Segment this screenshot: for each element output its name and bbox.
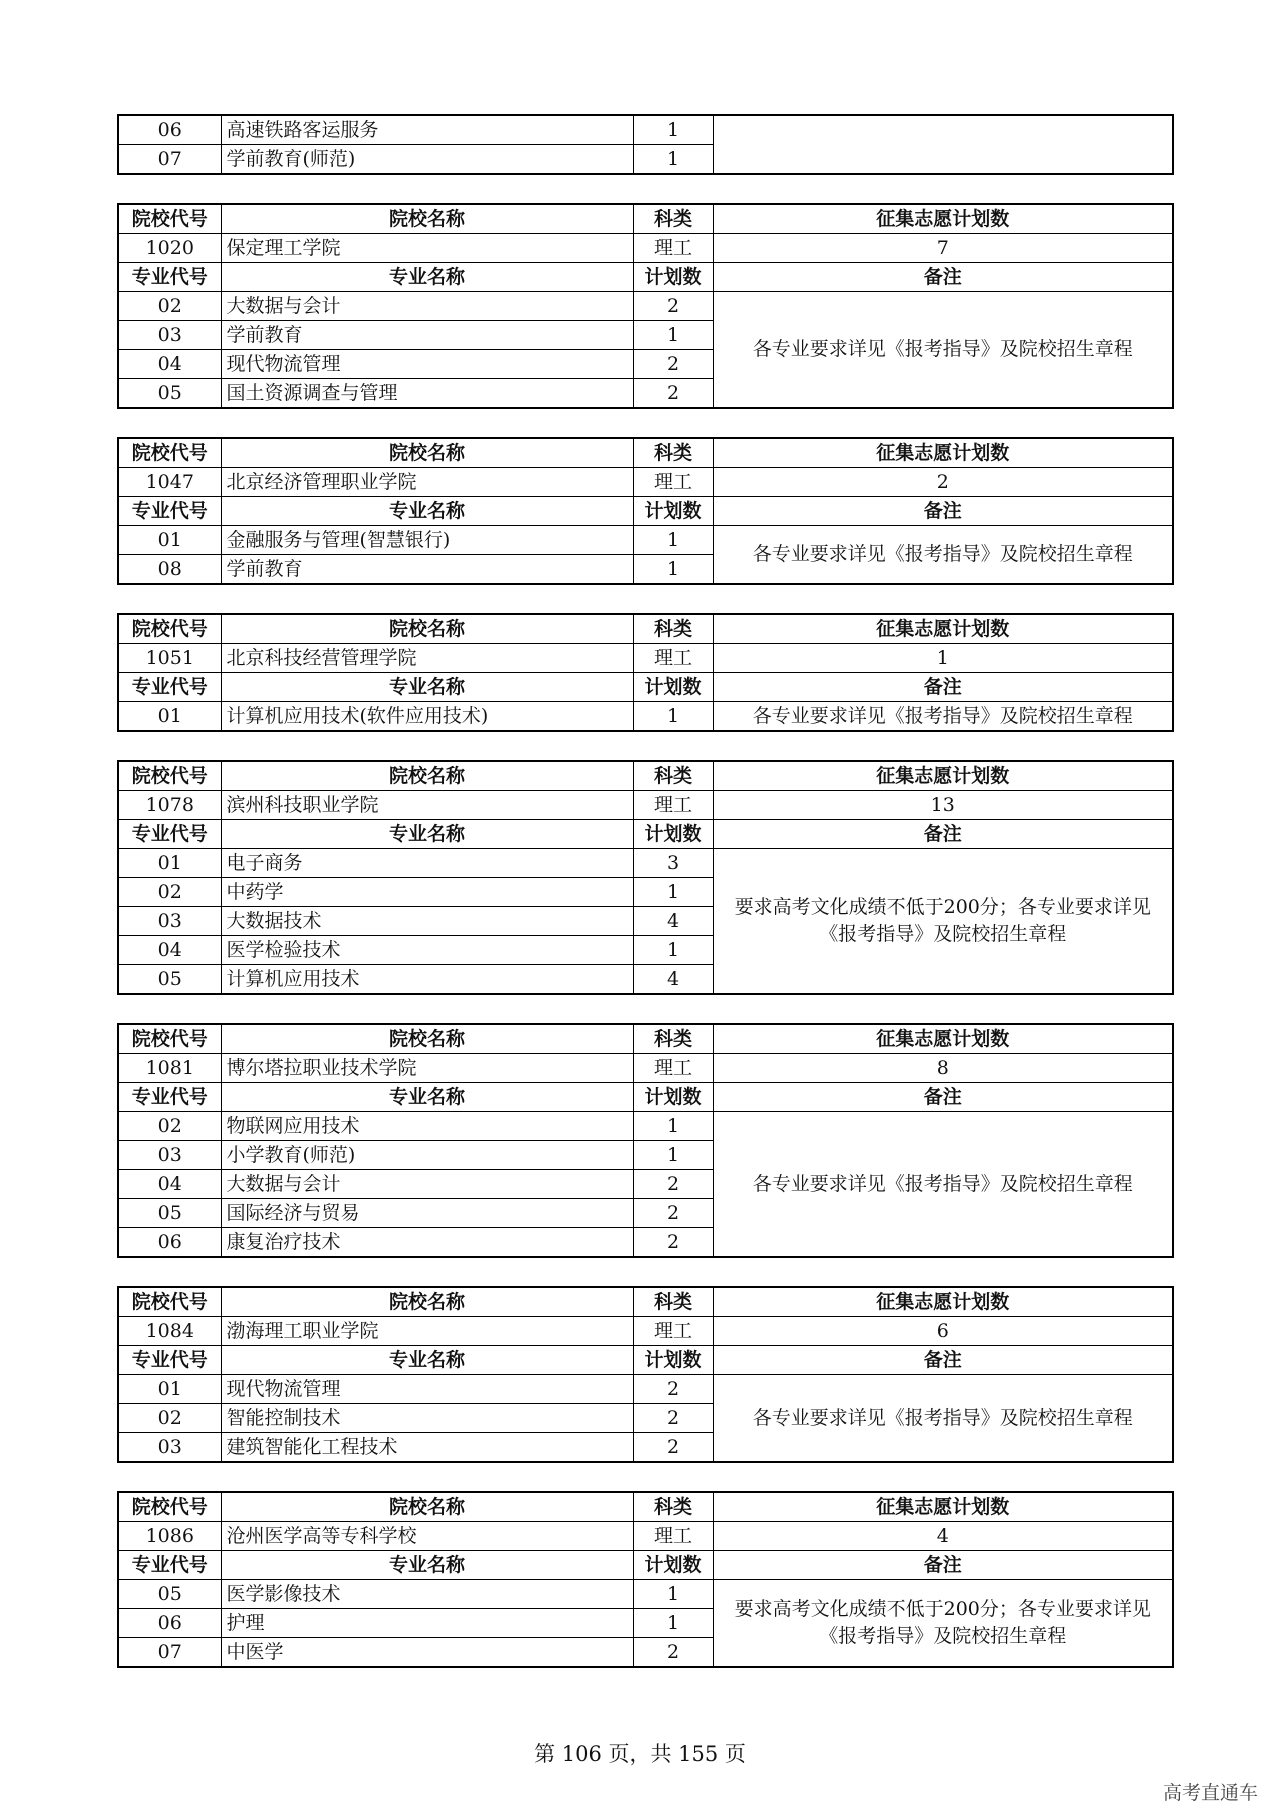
major-plan: 4 xyxy=(633,907,713,936)
major-name: 现代物流管理 xyxy=(221,1375,633,1404)
school-category: 理工 xyxy=(633,234,713,263)
major-code: 05 xyxy=(118,965,221,995)
school-plan: 4 xyxy=(713,1522,1173,1551)
header-school-code: 院校代号 xyxy=(118,1024,221,1054)
major-row xyxy=(118,1580,1173,1609)
continuation-table xyxy=(117,114,1174,175)
school-row xyxy=(118,1522,1173,1551)
school-name: 渤海理工职业学院 xyxy=(221,1317,633,1346)
header-category: 科类 xyxy=(633,1492,713,1522)
major-code: 01 xyxy=(118,526,221,555)
header-category: 科类 xyxy=(633,1287,713,1317)
major-plan: 3 xyxy=(633,849,713,878)
major-name: 现代物流管理 xyxy=(221,350,633,379)
major-row xyxy=(118,702,1173,732)
major-plan: 2 xyxy=(633,1433,713,1463)
header-major-plan: 计划数 xyxy=(633,1083,713,1112)
remark-cell: 各专业要求详见《报考指导》及院校招生章程 xyxy=(713,702,1173,732)
header-plan-count: 征集志愿计划数 xyxy=(713,761,1173,791)
major-row xyxy=(118,1112,1173,1141)
school-row xyxy=(118,234,1173,263)
major-plan: 1 xyxy=(633,115,713,145)
major-code: 02 xyxy=(118,1112,221,1141)
major-plan: 2 xyxy=(633,1228,713,1258)
major-name: 康复治疗技术 xyxy=(221,1228,633,1258)
major-code: 06 xyxy=(118,1609,221,1638)
school-category: 理工 xyxy=(633,644,713,673)
header-remark: 备注 xyxy=(713,497,1173,526)
header-category: 科类 xyxy=(633,761,713,791)
remark-cell xyxy=(713,115,1173,174)
header-major-plan: 计划数 xyxy=(633,497,713,526)
header-school-name: 院校名称 xyxy=(221,438,633,468)
major-plan: 4 xyxy=(633,965,713,995)
school-code: 1047 xyxy=(118,468,221,497)
major-plan: 2 xyxy=(633,292,713,321)
header-school-code: 院校代号 xyxy=(118,1287,221,1317)
major-plan: 2 xyxy=(633,1375,713,1404)
school-category: 理工 xyxy=(633,468,713,497)
header-school-code: 院校代号 xyxy=(118,614,221,644)
header-remark: 备注 xyxy=(713,1346,1173,1375)
major-name: 计算机应用技术(软件应用技术) xyxy=(221,702,633,732)
major-code: 04 xyxy=(118,350,221,379)
major-header-row xyxy=(118,1083,1173,1112)
header-major-name: 专业名称 xyxy=(221,1346,633,1375)
major-row xyxy=(118,849,1173,878)
school-plan: 8 xyxy=(713,1054,1173,1083)
major-name: 智能控制技术 xyxy=(221,1404,633,1433)
header-remark: 备注 xyxy=(713,263,1173,292)
remark-cell: 各专业要求详见《报考指导》及院校招生章程 xyxy=(713,1112,1173,1258)
school-category: 理工 xyxy=(633,791,713,820)
school-name: 保定理工学院 xyxy=(221,234,633,263)
major-row xyxy=(118,292,1173,321)
school-table xyxy=(117,1491,1174,1668)
major-code: 05 xyxy=(118,1580,221,1609)
major-name: 大数据与会计 xyxy=(221,1170,633,1199)
major-name: 国土资源调查与管理 xyxy=(221,379,633,409)
header-school-code: 院校代号 xyxy=(118,1492,221,1522)
major-code: 01 xyxy=(118,702,221,732)
major-plan: 2 xyxy=(633,1199,713,1228)
header-major-code: 专业代号 xyxy=(118,1346,221,1375)
major-code: 02 xyxy=(118,878,221,907)
school-table xyxy=(117,613,1174,732)
header-plan-count: 征集志愿计划数 xyxy=(713,438,1173,468)
school-code: 1078 xyxy=(118,791,221,820)
school-name: 博尔塔拉职业技术学院 xyxy=(221,1054,633,1083)
watermark: 高考直通车 xyxy=(1162,1782,1258,1804)
major-row xyxy=(118,1375,1173,1404)
header-major-name: 专业名称 xyxy=(221,497,633,526)
header-major-plan: 计划数 xyxy=(633,1346,713,1375)
major-name: 金融服务与管理(智慧银行) xyxy=(221,526,633,555)
header-major-name: 专业名称 xyxy=(221,1083,633,1112)
school-code: 1086 xyxy=(118,1522,221,1551)
major-name: 护理 xyxy=(221,1609,633,1638)
school-row xyxy=(118,1317,1173,1346)
header-school-name: 院校名称 xyxy=(221,1287,633,1317)
document-content xyxy=(117,114,1172,1696)
header-remark: 备注 xyxy=(713,820,1173,849)
header-plan-count: 征集志愿计划数 xyxy=(713,1024,1173,1054)
school-row xyxy=(118,468,1173,497)
major-name: 国际经济与贸易 xyxy=(221,1199,633,1228)
header-plan-count: 征集志愿计划数 xyxy=(713,1492,1173,1522)
major-name: 小学教育(师范) xyxy=(221,1141,633,1170)
header-major-code: 专业代号 xyxy=(118,263,221,292)
header-plan-count: 征集志愿计划数 xyxy=(713,204,1173,234)
major-code: 04 xyxy=(118,936,221,965)
major-name: 学前教育(师范) xyxy=(221,145,633,175)
major-name: 计算机应用技术 xyxy=(221,965,633,995)
school-category: 理工 xyxy=(633,1317,713,1346)
header-category: 科类 xyxy=(633,614,713,644)
major-code: 06 xyxy=(118,115,221,145)
major-code: 03 xyxy=(118,1141,221,1170)
header-school-name: 院校名称 xyxy=(221,1492,633,1522)
header-school-name: 院校名称 xyxy=(221,1024,633,1054)
header-plan-count: 征集志愿计划数 xyxy=(713,1287,1173,1317)
major-code: 03 xyxy=(118,907,221,936)
school-header-row xyxy=(118,1492,1173,1522)
major-code: 01 xyxy=(118,1375,221,1404)
header-major-code: 专业代号 xyxy=(118,1551,221,1580)
header-plan-count: 征集志愿计划数 xyxy=(713,614,1173,644)
remark-cell: 各专业要求详见《报考指导》及院校招生章程 xyxy=(713,1375,1173,1463)
school-table xyxy=(117,437,1174,585)
school-table xyxy=(117,1023,1174,1258)
school-name: 北京经济管理职业学院 xyxy=(221,468,633,497)
major-plan: 1 xyxy=(633,1580,713,1609)
major-plan: 1 xyxy=(633,936,713,965)
school-table xyxy=(117,760,1174,995)
major-header-row xyxy=(118,1346,1173,1375)
major-name: 物联网应用技术 xyxy=(221,1112,633,1141)
header-remark: 备注 xyxy=(713,1551,1173,1580)
major-plan: 1 xyxy=(633,702,713,732)
major-plan: 1 xyxy=(633,321,713,350)
header-major-name: 专业名称 xyxy=(221,1551,633,1580)
major-name: 电子商务 xyxy=(221,849,633,878)
school-name: 沧州医学高等专科学校 xyxy=(221,1522,633,1551)
header-major-name: 专业名称 xyxy=(221,263,633,292)
header-category: 科类 xyxy=(633,438,713,468)
header-major-name: 专业名称 xyxy=(221,673,633,702)
school-header-row xyxy=(118,761,1173,791)
major-code: 05 xyxy=(118,379,221,409)
remark-cell: 各专业要求详见《报考指导》及院校招生章程 xyxy=(713,292,1173,409)
school-code: 1051 xyxy=(118,644,221,673)
major-code: 03 xyxy=(118,1433,221,1463)
header-major-code: 专业代号 xyxy=(118,1083,221,1112)
school-row xyxy=(118,1054,1173,1083)
school-plan: 13 xyxy=(713,791,1173,820)
major-code: 08 xyxy=(118,555,221,585)
major-code: 06 xyxy=(118,1228,221,1258)
major-name: 学前教育 xyxy=(221,321,633,350)
header-remark: 备注 xyxy=(713,673,1173,702)
major-header-row xyxy=(118,673,1173,702)
major-plan: 1 xyxy=(633,526,713,555)
header-category: 科类 xyxy=(633,204,713,234)
school-code: 1020 xyxy=(118,234,221,263)
header-school-code: 院校代号 xyxy=(118,761,221,791)
header-remark: 备注 xyxy=(713,1083,1173,1112)
school-plan: 1 xyxy=(713,644,1173,673)
school-row xyxy=(118,644,1173,673)
major-header-row xyxy=(118,263,1173,292)
header-category: 科类 xyxy=(633,1024,713,1054)
major-header-row xyxy=(118,497,1173,526)
header-major-plan: 计划数 xyxy=(633,820,713,849)
major-name: 中医学 xyxy=(221,1638,633,1668)
school-category: 理工 xyxy=(633,1054,713,1083)
major-plan: 1 xyxy=(633,555,713,585)
major-code: 05 xyxy=(118,1199,221,1228)
header-major-code: 专业代号 xyxy=(118,497,221,526)
major-code: 04 xyxy=(118,1170,221,1199)
remark-cell: 各专业要求详见《报考指导》及院校招生章程 xyxy=(713,526,1173,585)
header-school-name: 院校名称 xyxy=(221,614,633,644)
major-row xyxy=(118,115,1173,145)
header-school-name: 院校名称 xyxy=(221,204,633,234)
school-category: 理工 xyxy=(633,1522,713,1551)
major-row xyxy=(118,526,1173,555)
major-name: 学前教育 xyxy=(221,555,633,585)
header-major-code: 专业代号 xyxy=(118,673,221,702)
major-name: 中药学 xyxy=(221,878,633,907)
major-name: 高速铁路客运服务 xyxy=(221,115,633,145)
school-name: 滨州科技职业学院 xyxy=(221,791,633,820)
school-table xyxy=(117,1286,1174,1463)
major-header-row xyxy=(118,1551,1173,1580)
major-plan: 1 xyxy=(633,1141,713,1170)
major-header-row xyxy=(118,820,1173,849)
header-school-code: 院校代号 xyxy=(118,204,221,234)
page-number: 第 106 页，共 155 页 xyxy=(534,1742,746,1766)
header-major-plan: 计划数 xyxy=(633,1551,713,1580)
major-plan: 2 xyxy=(633,379,713,409)
major-plan: 2 xyxy=(633,1170,713,1199)
major-code: 02 xyxy=(118,1404,221,1433)
school-header-row xyxy=(118,204,1173,234)
school-table xyxy=(117,203,1174,409)
school-header-row xyxy=(118,1287,1173,1317)
header-major-code: 专业代号 xyxy=(118,820,221,849)
school-header-row xyxy=(118,614,1173,644)
major-plan: 1 xyxy=(633,1112,713,1141)
major-plan: 1 xyxy=(633,878,713,907)
major-code: 02 xyxy=(118,292,221,321)
school-code: 1081 xyxy=(118,1054,221,1083)
header-school-name: 院校名称 xyxy=(221,761,633,791)
school-row xyxy=(118,791,1173,820)
header-major-plan: 计划数 xyxy=(633,673,713,702)
major-plan: 1 xyxy=(633,1609,713,1638)
header-major-plan: 计划数 xyxy=(633,263,713,292)
school-name: 北京科技经营管理学院 xyxy=(221,644,633,673)
header-school-code: 院校代号 xyxy=(118,438,221,468)
header-major-name: 专业名称 xyxy=(221,820,633,849)
major-plan: 2 xyxy=(633,1404,713,1433)
major-name: 大数据与会计 xyxy=(221,292,633,321)
school-plan: 6 xyxy=(713,1317,1173,1346)
major-code: 03 xyxy=(118,321,221,350)
major-plan: 1 xyxy=(633,145,713,175)
school-plan: 7 xyxy=(713,234,1173,263)
school-header-row xyxy=(118,1024,1173,1054)
major-name: 建筑智能化工程技术 xyxy=(221,1433,633,1463)
major-code: 07 xyxy=(118,145,221,175)
school-code: 1084 xyxy=(118,1317,221,1346)
major-name: 大数据技术 xyxy=(221,907,633,936)
major-plan: 2 xyxy=(633,1638,713,1668)
major-code: 07 xyxy=(118,1638,221,1668)
major-plan: 2 xyxy=(633,350,713,379)
remark-cell: 要求高考文化成绩不低于200分；各专业要求详见《报考指导》及院校招生章程 xyxy=(713,849,1173,995)
school-plan: 2 xyxy=(713,468,1173,497)
major-code: 01 xyxy=(118,849,221,878)
major-name: 医学影像技术 xyxy=(221,1580,633,1609)
school-header-row xyxy=(118,438,1173,468)
major-name: 医学检验技术 xyxy=(221,936,633,965)
remark-cell: 要求高考文化成绩不低于200分；各专业要求详见《报考指导》及院校招生章程 xyxy=(713,1580,1173,1668)
